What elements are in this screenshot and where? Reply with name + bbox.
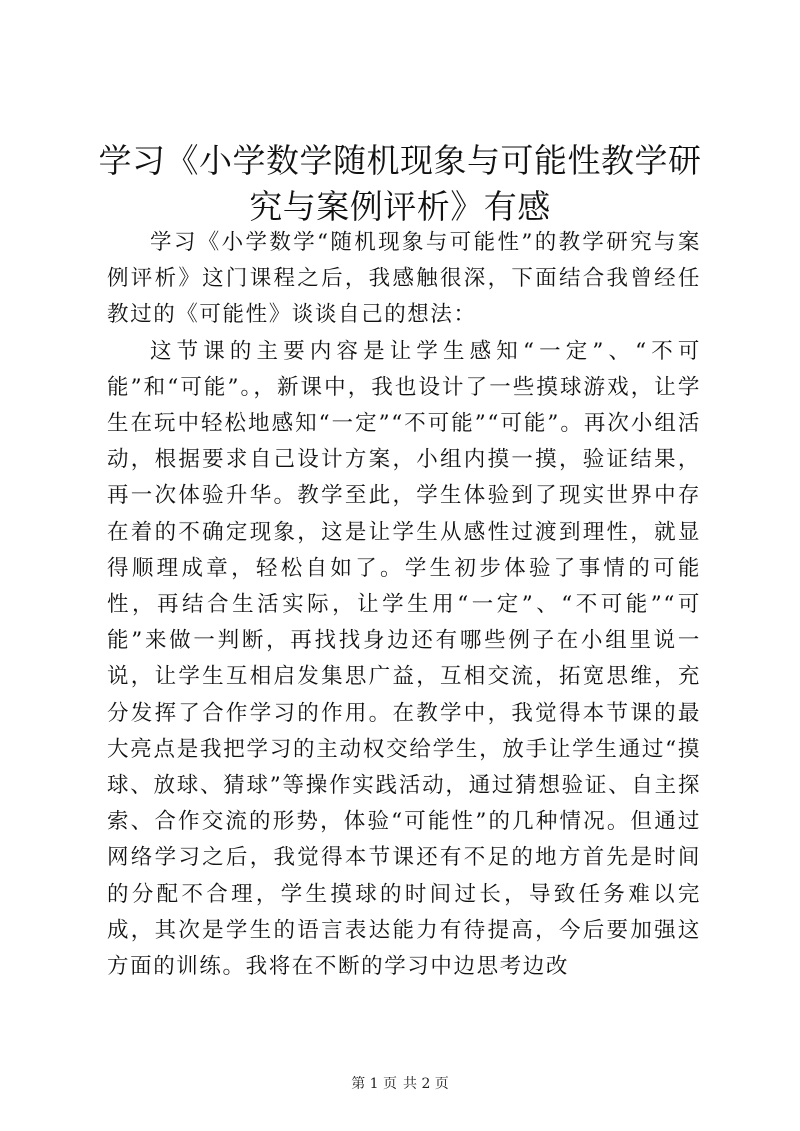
- page-number-total: 共 2 页: [403, 1076, 449, 1092]
- page-number-current: 第 1 页: [351, 1076, 397, 1092]
- page-footer: [0, 1074, 800, 1094]
- paragraph-intro: 学习《小学数学“随机现象与可能性”的教学研究与案例评析》这门课程之后，我感触很深，下面结合我曾经任教过的《可能性》谈谈自己的想法：: [107, 230, 701, 328]
- document-title: 学习《小学数学随机现象与可能性教学研究与案例评析》有感: [98, 141, 702, 226]
- document-body: [107, 225, 701, 985]
- paragraph-main: 这节课的主要内容是让学生感知“一定”、“不可能”和“可能”。，新课中，我也设计了一些摸球游戏，让学生在玩中轻松地感知“一定”“不可能”“可能”。再次小组活动，根据要求自己设计方案，小组内摸一摸，验证结果，再一次体验升华。教学至此，学生体验到了现实世界中存在着的不确定现象，这是让学生从感性过渡到理性，就显得顺理成章，轻松自如了。学生初步体验了事情的可能性，再结合生活实际，让学生用“一定”、“不可能”“可能”来做一判断，再找找身边还有哪些例子在小组里说一说，让学生互相启发集思广益，互相交流，拓宽思维，充分发挥了合作学习的作用。在教学中，我觉得本节课的最大亮点是我把学习的主动权交给学生，放手让学生通过“摸球、放球、猜球”等操作实践活动，通过猜想验证、自主探索、合作交流的形势，体验“可能性”的几种情况。但通过网络学习之后，我觉得本节课还有不足的地方首先是时间的分配不合理，学生摸球的时间过长，导致任务难以完成，其次是学生的语言表达能力有待提高，今后要加强这方面的训练。我将在不断的学习中边思考边改: [107, 338, 701, 980]
